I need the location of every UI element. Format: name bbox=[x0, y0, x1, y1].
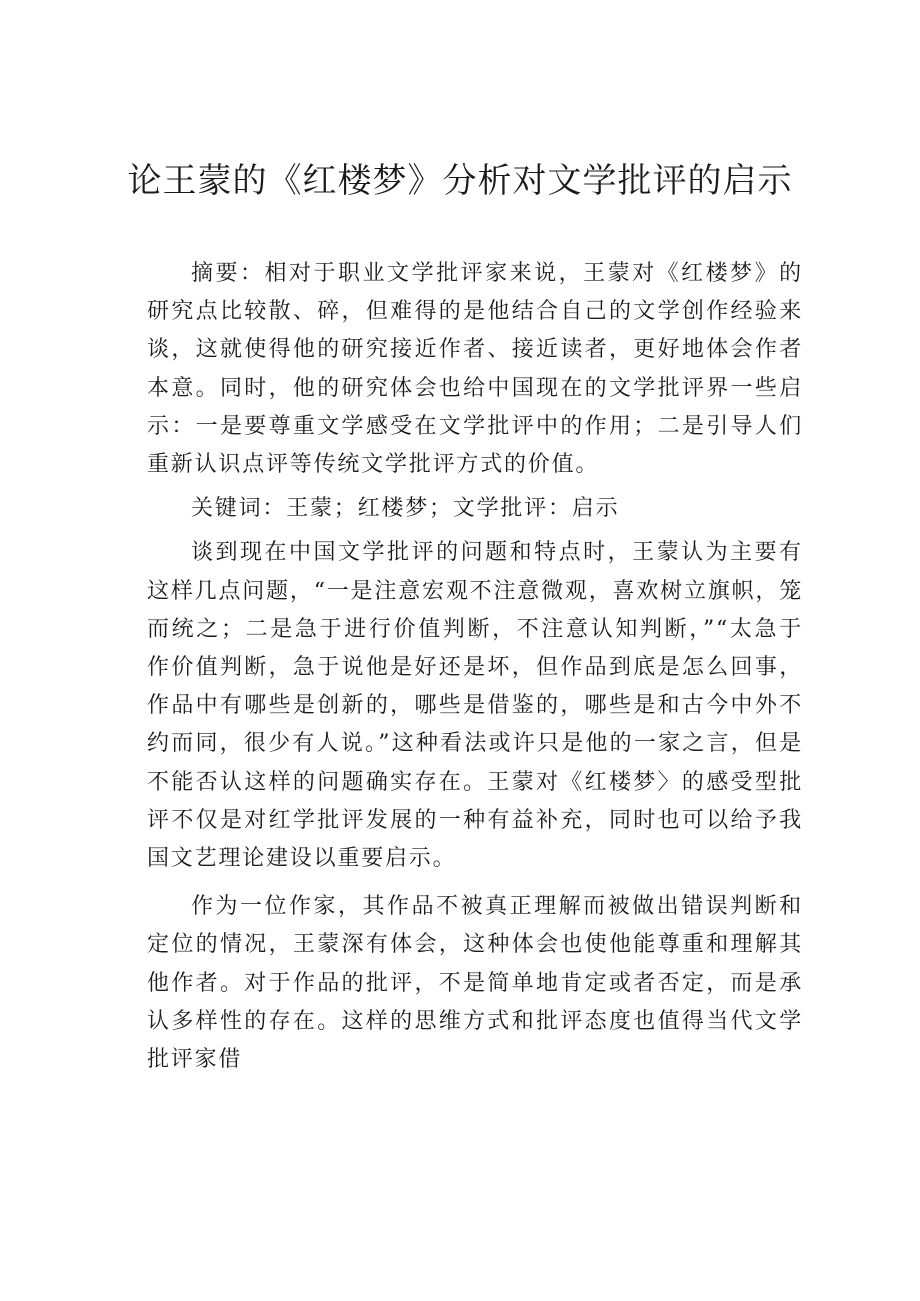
document-body bbox=[147, 255, 803, 1079]
document-title: 论王蒙的《红楼梦》分析对文学批评的启示 bbox=[127, 161, 793, 201]
abstract-paragraph: 摘要：相对于职业文学批评家来说，王蒙对《红楼梦》的研究点比较散、碎，但难得的是他结合自己的文学创作经验来谈，这就使得他的研究接近作者、接近读者，更好地体会作者本意。同时，他的研究体会也给中国现在的文学批评界一些启示：一是要尊重文学感受在文学批评中的作用；二是引导人们重新认识点评等传统文学批评方式的价值。 bbox=[147, 261, 803, 478]
body-paragraph: 作为一位作家，其作品不被真正理解而被做出错误判断和定位的情况，王蒙深有体会，这种体会也使他能尊重和理解其他作者。对于作品的批评，不是简单地肯定或者否定，而是承认多样性的存在。这样的思维方式和批评态度也值得当代文学批评家借 bbox=[147, 894, 803, 1073]
body-paragraph: 谈到现在中国文学批评的问题和特点时，王蒙认为主要有这样几点问题，“一是注意宏观不注意微观，喜欢树立旗帜，笼而统之；二是急于进行价值判断，不注意认知判断，”“太急于作价值判断，急于说他是好还是坏，但作品到底是怎么回事，作品中有哪些是创新的，哪些是借鉴的，哪些是和古今中外不约而同，很少有人说。”这种看法或许只是他的一家之言，但是不能否认这样的问题确实存在。王蒙对《红楼梦〉的感受型批评不仅是对红学批评发展的一种有益补充，同时也可以给予我国文艺理论建设以重要启示。 bbox=[147, 540, 803, 872]
keywords-paragraph: 关键词：王蒙；红楼梦；文学批评：启示 bbox=[191, 496, 620, 522]
